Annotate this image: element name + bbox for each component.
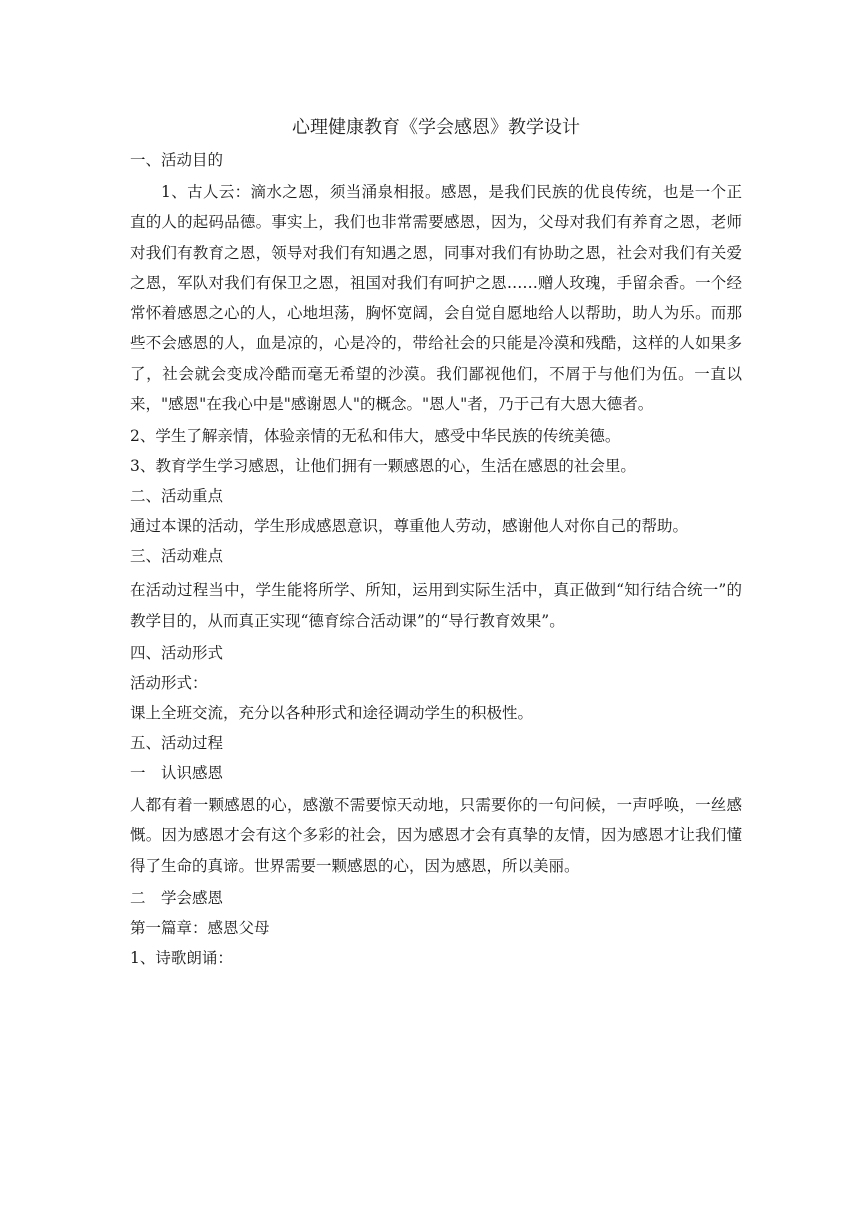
section-heading-process: 五、活动过程 (130, 733, 224, 752)
format-label: 活动形式： (130, 673, 208, 692)
document-title: 心理健康教育《学会感恩》教学设计 (292, 117, 580, 138)
difficulty-text: 在活动过程当中，学生能将所学、所知，运用到实际生活中，真正做到“知行结合统一”的教学目的，从而真正实现“德育综合活动课”的“导行教育效果”。 (130, 581, 742, 630)
format-text: 课上全班交流，充分以各种形式和途径调动学生的积极性。 (130, 703, 534, 722)
process-part1-heading: 一 认识感恩 (130, 763, 224, 782)
section-heading-difficulty: 三、活动难点 (130, 547, 224, 566)
chapter1-heading: 第一篇章：感恩父母 (130, 918, 270, 937)
section-heading-purpose: 一、活动目的 (130, 151, 224, 169)
process-part2-heading: 二 学会感恩 (130, 888, 224, 907)
section-heading-focus: 二、活动重点 (130, 487, 224, 506)
purpose-item-3: 3、教育学生学习感恩，让他们拥有一颗感恩的心，生活在感恩的社会里。 (130, 457, 636, 476)
purpose-item-1: 1、古人云：滴水之恩，须当涌泉相报。感恩，是我们民族的优良传统，也是一个正直的人的起码品德。事实上，我们也非常需要感恩，因为，父母对我们有养育之恩，老师对我们有教育之恩，领导对我们有知遇之恩，同事对我们有协助之恩，社会对我们有关爱之恩，军队对我们有保卫之恩，祖国对我们有呵护之恩……赠人玫瑰，手留余香。一个经常怀着感恩之心的人，心地坦荡，胸怀宽阔，会自觉自愿地给人以帮助，助人为乐。而那些不会感恩的人，血是凉的，心是冷的，带给社会的只能是冷漠和残酷，这样的人如果多了，社会就会变成冷酷而毫无希望的沙漠。我们鄙视他们，不屑于与他们为伍。一直以来，"感恩"在我心中是"感谢恩人"的概念。"恩人"者，乃于己有大恩大德者。 (130, 183, 742, 414)
focus-text: 通过本课的活动，学生形成感恩意识，尊重他人劳动，感谢他人对你自己的帮助。 (130, 517, 689, 536)
poem-label: 1、诗歌朗诵： (130, 948, 233, 967)
purpose-item-2: 2、学生了解亲情，体验亲情的无私和伟大，感受中华民族的传统美德。 (130, 427, 621, 446)
section-heading-format: 四、活动形式 (130, 643, 224, 662)
process-part1-text: 人都有着一颗感恩的心，感激不需要惊天动地，只需要你的一句问候，一声呼唤，一丝感慨。因为感恩才会有这个多彩的社会，因为感恩才会有真挚的友情，因为感恩才让我们懂得了生命的真谛。世界需要一颗感恩的心，因为感恩，所以美丽。 (130, 795, 742, 875)
